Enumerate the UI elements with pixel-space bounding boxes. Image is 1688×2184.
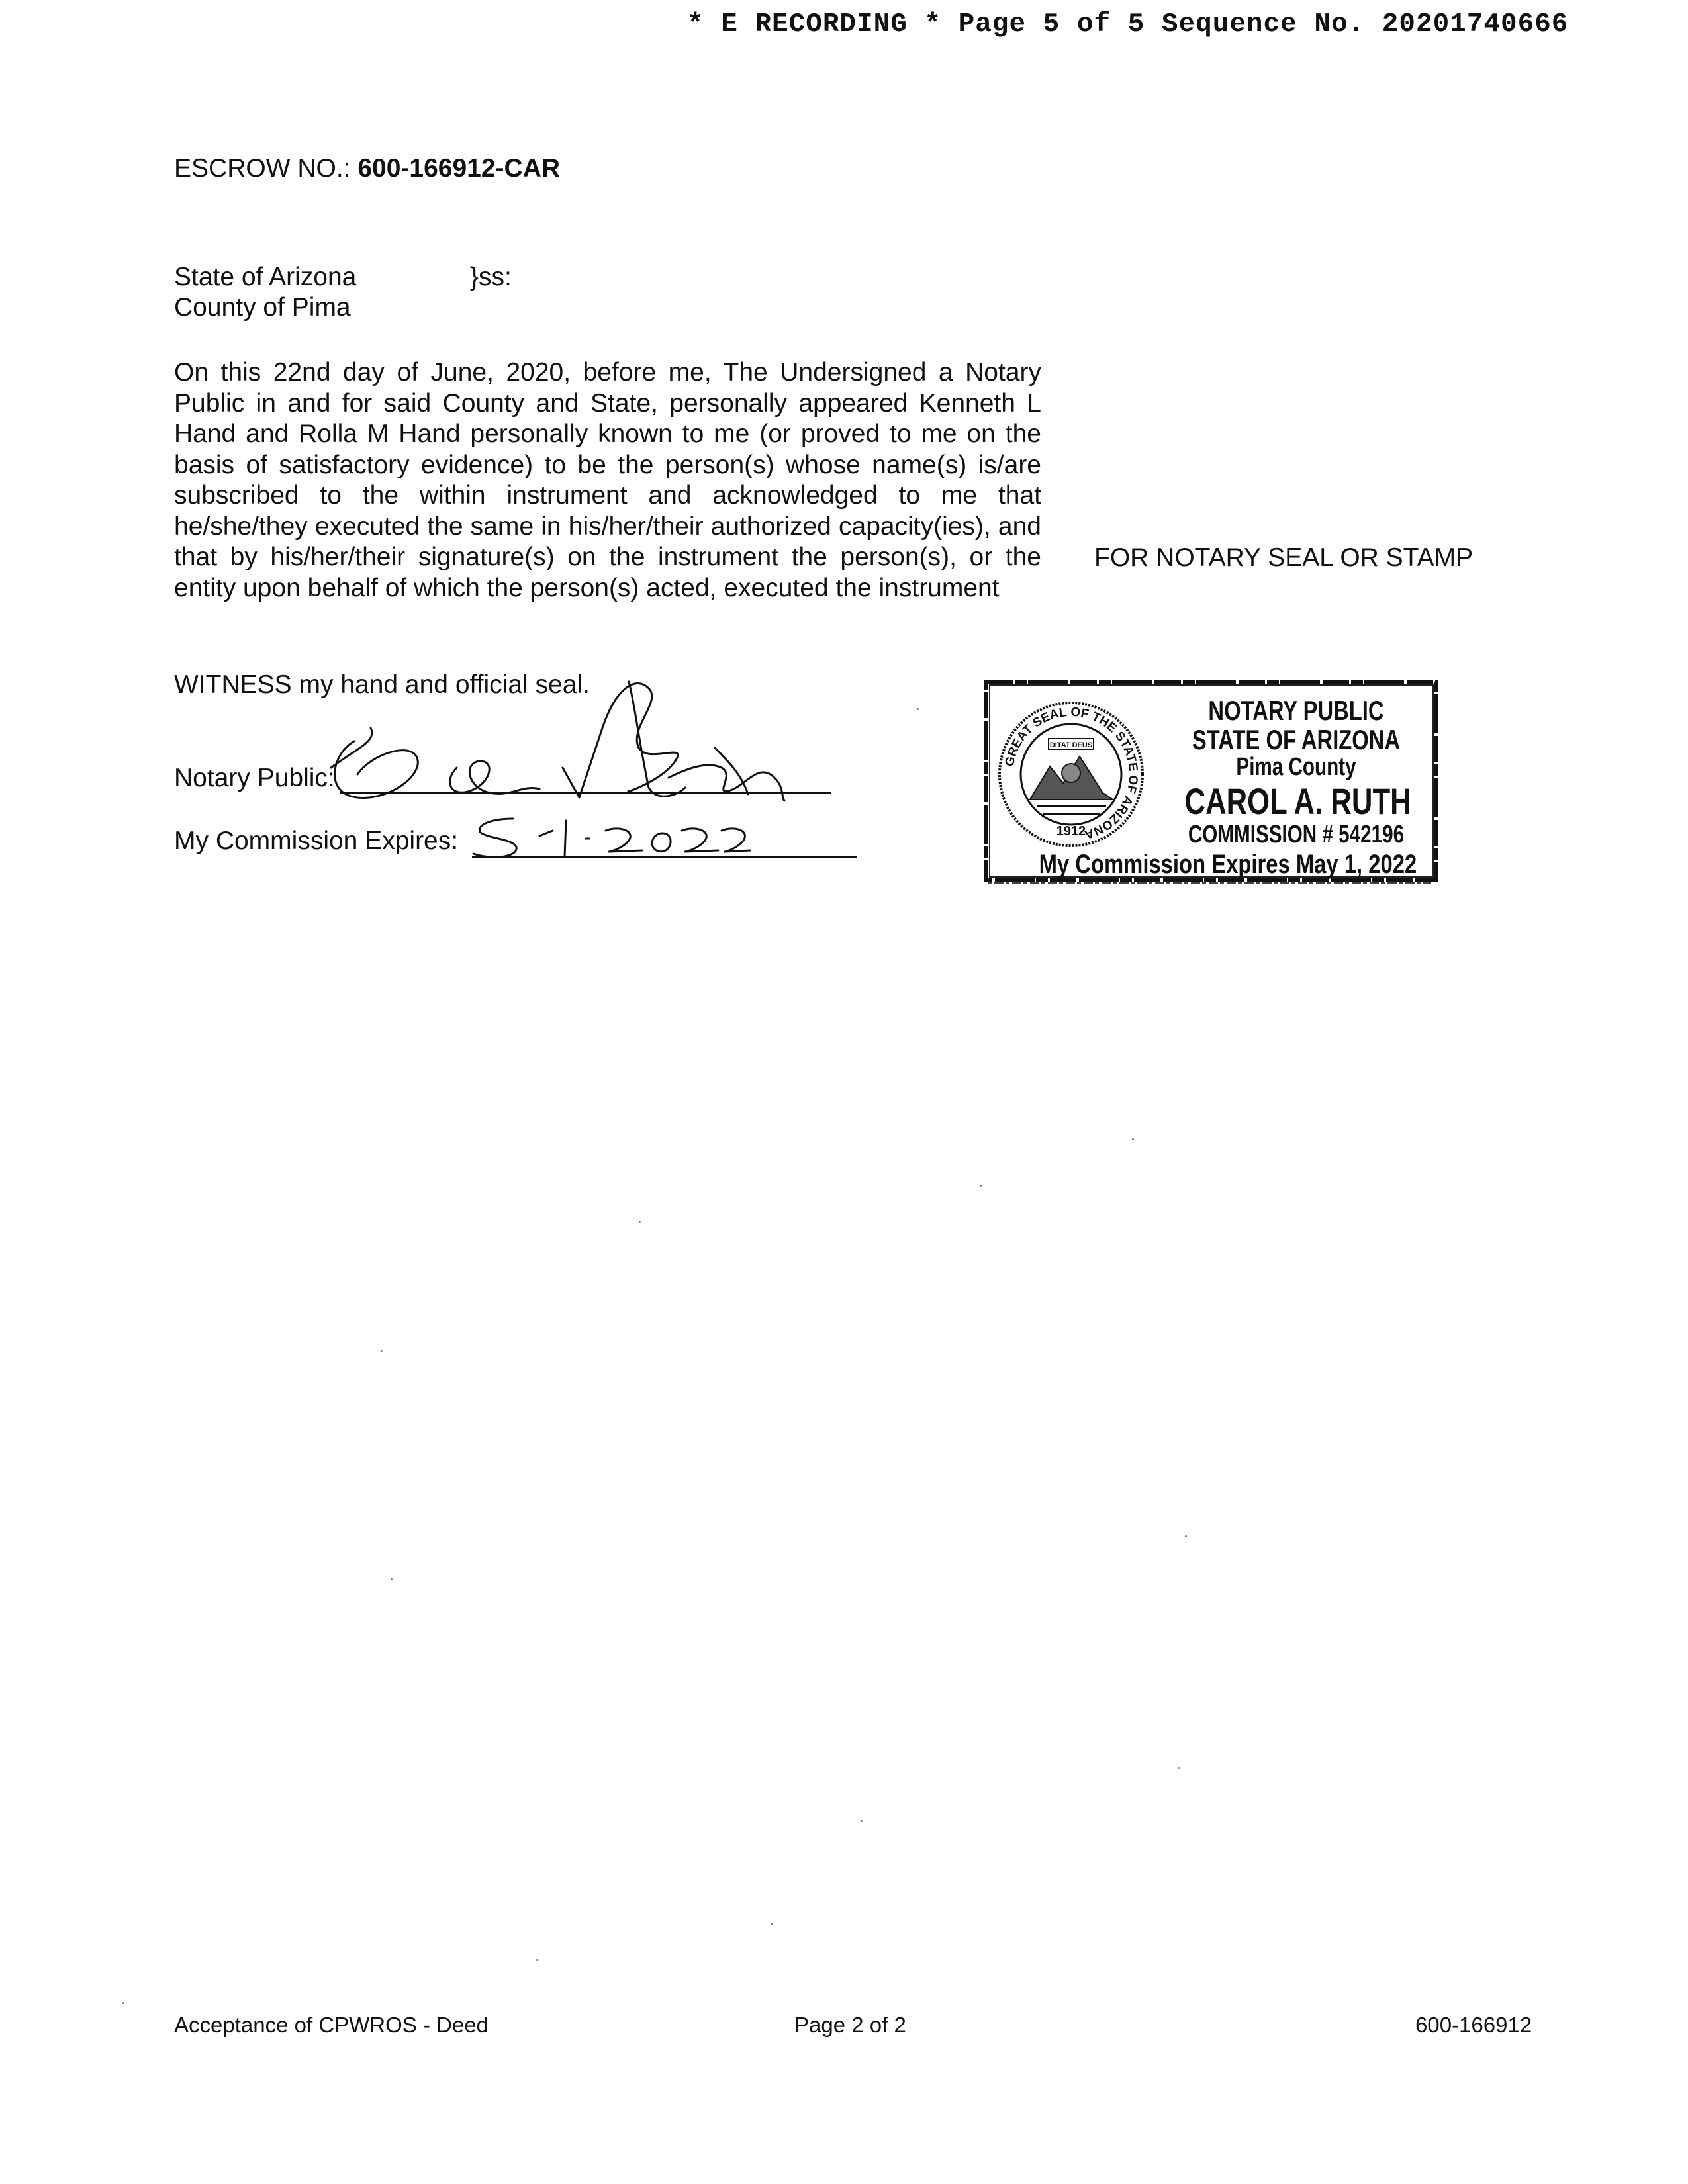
stamp-county: Pima County <box>1236 753 1356 781</box>
stamp-state: STATE OF ARIZONA <box>1192 724 1401 755</box>
notary-public-label: Notary Public: <box>174 764 335 792</box>
scan-speck <box>381 1350 383 1352</box>
venue-state: State of Arizona <box>174 263 357 291</box>
escrow-label: ESCROW NO.: <box>174 154 351 183</box>
scan-speck <box>980 1185 982 1187</box>
footer-document-title: Acceptance of CPWROS - Deed <box>174 2013 489 2037</box>
stamp-notary-name: CAROL A. RUTH <box>1184 780 1411 822</box>
footer-file-number: 600-166912 <box>1415 2013 1532 2037</box>
escrow-value: 600-166912-CAR <box>357 154 561 183</box>
notary-seal-label: FOR NOTARY SEAL OR STAMP <box>1094 543 1474 572</box>
notary-stamp <box>981 676 1443 888</box>
notary-signature <box>318 662 808 821</box>
scan-speck <box>917 708 919 710</box>
svg-text:GREAT SEAL OF THE STATE OF ARI: GREAT SEAL OF THE STATE OF ARIZONA <box>1002 705 1141 842</box>
venue-ss: }ss: <box>470 263 512 291</box>
stamp-commission-expiry: My Commission Expires May 1, 2022 <box>1039 850 1417 879</box>
witness-statement: WITNESS my hand and official seal. <box>174 670 590 699</box>
handwritten-expiry-date <box>467 811 751 864</box>
recording-header: * E RECORDING * Page 5 of 5 Sequence No. 20201740666 <box>687 9 1569 40</box>
svg-text:1912: 1912 <box>1056 824 1086 839</box>
stamp-commission-number: COMMISSION # 542196 <box>1188 821 1405 848</box>
scan-speck <box>391 1578 393 1580</box>
escrow-number <box>174 154 560 185</box>
stamp-notary-public: NOTARY PUBLIC <box>1208 695 1384 726</box>
scan-speck <box>861 1820 863 1822</box>
venue-county: County of Pima <box>174 293 351 322</box>
scan-speck <box>1178 1767 1180 1769</box>
commission-expires-label: My Commission Expires: <box>174 827 459 855</box>
scan-speck <box>122 2002 124 2004</box>
scan-speck <box>639 1221 641 1223</box>
svg-text:DITAT DEUS: DITAT DEUS <box>1049 741 1093 749</box>
scan-speck <box>1185 1535 1187 1537</box>
acknowledgment-paragraph: On this 22nd day of June, 2020, before me, The Undersigned a Notary Public in and for said County and State, personally appeared Kenneth L Hand and Rolla M Hand personally known to me (or proved to me on the basis of satisfactory evidence) to be the person(s) whose name(s) is/are subscribed to the within instrument and acknowledged to me that he/she/they executed the same in his/her/their authorized capacity(ies), and that by his/her/their signature(s) on the instrument the person(s), or the entity upon behalf of which the person(s) acted, executed the instrument <box>174 358 1041 602</box>
footer-page-number: Page 2 of 2 <box>794 2013 906 2037</box>
scan-speck <box>536 1959 538 1961</box>
arizona-state-seal-icon <box>997 700 1145 848</box>
scan-speck <box>1132 1138 1134 1140</box>
scan-speck <box>771 1923 773 1925</box>
